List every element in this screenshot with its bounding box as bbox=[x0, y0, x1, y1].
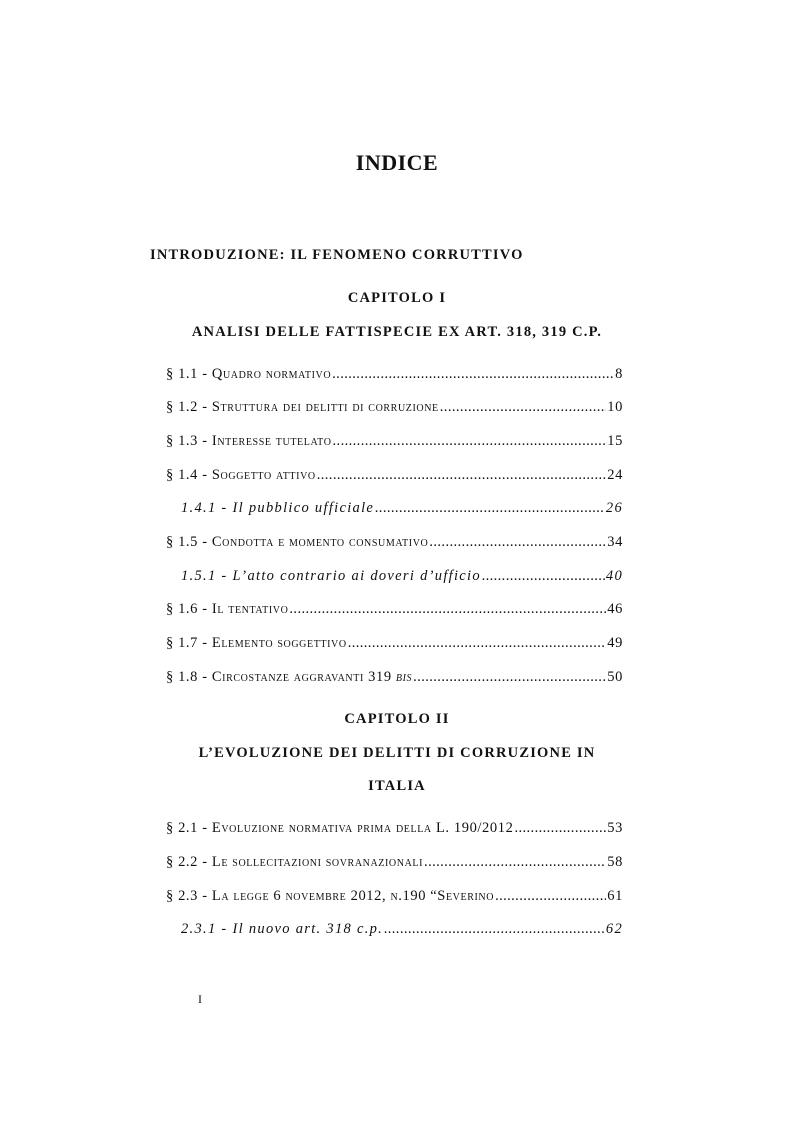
dot-leader bbox=[429, 534, 606, 551]
toc-entry-1-7[interactable] bbox=[166, 635, 623, 655]
toc-entry-page: 53 bbox=[607, 820, 623, 836]
dot-leader bbox=[375, 500, 605, 517]
toc-entry-page: 24 bbox=[607, 467, 623, 483]
toc-entry-text: Le sollecitazioni sovranazionali bbox=[211, 854, 424, 870]
toc-entry-page: 62 bbox=[605, 921, 623, 937]
toc-entry-text: Il tentativo bbox=[211, 601, 289, 617]
toc-entry-page: 50 bbox=[607, 669, 623, 685]
dot-leader bbox=[348, 635, 607, 652]
toc-entry-text: Elemento soggettivo bbox=[211, 635, 347, 651]
toc-entry-prefix: § 1.5 - bbox=[166, 534, 212, 550]
toc-entry-1-4[interactable] bbox=[166, 467, 623, 487]
toc-entry-2-3-1[interactable] bbox=[181, 921, 623, 941]
toc-entry-1-4-1[interactable] bbox=[181, 500, 623, 520]
chapter-2-heading: CAPITOLO II bbox=[344, 711, 450, 727]
toc-entry-text: L’atto contrario ai doveri d’ufficio bbox=[232, 568, 481, 584]
toc-entry-prefix: § 2.1 - bbox=[166, 820, 212, 836]
toc-entry-text: Il pubblico ufficiale bbox=[232, 500, 375, 516]
toc-entry-prefix: § 2.2 - bbox=[166, 854, 212, 870]
toc-entry-1-3[interactable] bbox=[166, 433, 623, 453]
toc-entry-text: Quadro normativo bbox=[211, 366, 332, 382]
toc-entry-prefix: § 1.1 - bbox=[166, 366, 212, 382]
toc-entry-prefix: 2.3.1 - bbox=[181, 921, 233, 937]
introduction-heading: INTRODUZIONE: IL FENOMENO CORRUTTIVO bbox=[150, 247, 524, 263]
toc-entry-text: Soggetto attivo bbox=[211, 467, 316, 483]
chapter-1-heading: CAPITOLO I bbox=[347, 290, 447, 306]
toc-entry-1-6[interactable] bbox=[166, 601, 623, 621]
dot-leader bbox=[440, 399, 607, 416]
toc-entry-2-2[interactable] bbox=[166, 854, 623, 874]
chapter-1-subtitle: ANALISI DELLE FATTISPECIE EX ART. 318, 319 C.P. bbox=[191, 324, 603, 340]
toc-entry-1-8[interactable] bbox=[166, 669, 623, 689]
toc-entry-prefix: § 1.2 - bbox=[166, 399, 212, 415]
toc-entry-1-2[interactable] bbox=[166, 399, 623, 419]
toc-entry-prefix: § 2.3 - bbox=[166, 888, 212, 904]
chapter-2-subtitle-line-2: ITALIA bbox=[368, 778, 426, 794]
toc-entry-page: 61 bbox=[607, 888, 623, 904]
toc-entry-text: Evoluzione normativa prima della L. 190/2012 bbox=[211, 820, 514, 836]
toc-entry-text: Interesse tutelato bbox=[211, 433, 332, 449]
page-number: I bbox=[198, 992, 202, 1006]
toc-entry-prefix: § 1.7 - bbox=[166, 635, 212, 651]
dot-leader bbox=[332, 366, 614, 383]
toc-entry-page: 10 bbox=[607, 399, 623, 415]
toc-entry-page: 58 bbox=[607, 854, 623, 870]
toc-entry-text: Il nuovo art. 318 c.p. bbox=[232, 921, 384, 937]
toc-entry-prefix: 1.5.1 - bbox=[181, 568, 233, 584]
dot-leader bbox=[495, 888, 606, 905]
chapter-2-subtitle-line-1: L’EVOLUZIONE DEI DELITTI DI CORRUZIONE IN bbox=[198, 745, 596, 761]
toc-entry-page: 46 bbox=[607, 601, 623, 617]
toc-entry-prefix: § 1.8 - bbox=[166, 669, 212, 685]
toc-entry-prefix: § 1.6 - bbox=[166, 601, 212, 617]
page-title: INDICE bbox=[355, 150, 439, 175]
toc-entry-text: Circostanze aggravanti 319 bbox=[211, 669, 396, 685]
toc-entry-1-5[interactable] bbox=[166, 534, 623, 554]
toc-entry-text: La legge 6 novembre 2012, n.190 “Severino bbox=[211, 888, 495, 904]
dot-leader bbox=[514, 820, 606, 837]
dot-leader bbox=[384, 921, 605, 938]
toc-entry-suffix: bis bbox=[395, 669, 413, 685]
toc-entry-prefix: § 1.3 - bbox=[166, 433, 212, 449]
toc-entry-page: 15 bbox=[607, 433, 623, 449]
toc-entry-page: 49 bbox=[607, 635, 623, 651]
toc-entry-prefix: 1.4.1 - bbox=[181, 500, 233, 516]
toc-entry-page: 26 bbox=[605, 500, 623, 516]
dot-leader bbox=[289, 601, 606, 618]
dot-leader bbox=[424, 854, 606, 871]
toc-entry-prefix: § 1.4 - bbox=[166, 467, 212, 483]
toc-entry-2-3[interactable] bbox=[166, 888, 623, 908]
toc-entry-page: 40 bbox=[605, 568, 623, 584]
toc-entry-text: Struttura dei delitti di corruzione bbox=[211, 399, 439, 415]
toc-entry-2-1[interactable] bbox=[166, 820, 623, 840]
dot-leader bbox=[317, 467, 607, 484]
dot-leader bbox=[482, 568, 605, 585]
toc-entry-page: 34 bbox=[607, 534, 623, 550]
toc-entry-page: 8 bbox=[615, 366, 623, 382]
toc-entry-1-5-1[interactable] bbox=[181, 568, 623, 588]
dot-leader bbox=[413, 669, 606, 686]
toc-entry-text: Condotta e momento consumativo bbox=[211, 534, 429, 550]
dot-leader bbox=[333, 433, 607, 450]
toc-entry-1-1[interactable] bbox=[166, 366, 623, 386]
